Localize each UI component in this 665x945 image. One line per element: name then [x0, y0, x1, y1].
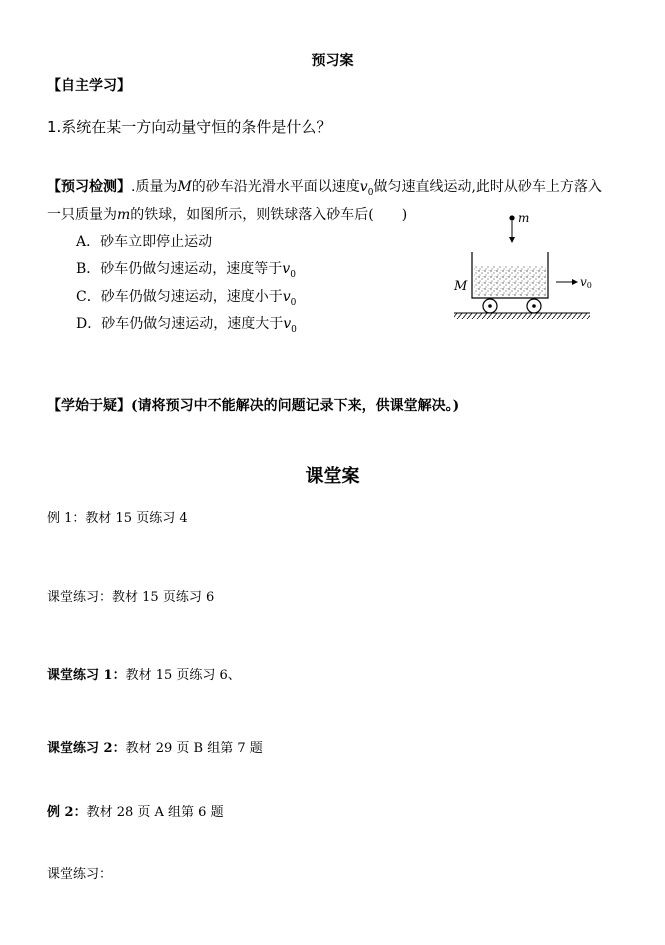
option-a-text: A．砂车立即停止运动	[76, 234, 213, 250]
sand	[474, 266, 546, 296]
fall-arrow-head	[509, 237, 515, 243]
classroom-item-6	[47, 863, 112, 882]
self-study-heading: 【自主学习】	[47, 78, 131, 94]
check-text-e: 的铁球，如图所示，则铁球落入砂车后( )	[130, 207, 408, 223]
item-4-label: 课堂练习 2：	[47, 741, 126, 756]
option-d[interactable]	[76, 313, 297, 335]
option-d-text: D．砂车仍做匀速运动，速度大于	[76, 316, 284, 332]
check-text-a: .质量为	[131, 179, 178, 195]
check-text-c: 做匀速直线运动,此时从砂车上方落入	[373, 179, 602, 195]
item-2-label: 课堂练习：	[47, 590, 113, 605]
item-6-label: 课堂练习：	[47, 867, 113, 882]
option-d-sub: 0	[291, 324, 297, 335]
option-b-text: B．砂车仍做匀速运动，速度等于	[76, 261, 283, 277]
doubt-heading: 【学始于疑】	[47, 398, 131, 414]
wheel-left-axle	[488, 304, 492, 308]
velocity-arrow-head	[572, 279, 578, 285]
item-4-text: 教材 29 页 B 组第 7 题	[125, 741, 263, 756]
item-5-label: 例 2：	[47, 805, 87, 820]
question-1: 1.系统在某一方向动量守恒的条件是什么？	[47, 118, 332, 136]
option-c-text: C．砂车仍做匀速运动，速度小于	[76, 289, 283, 305]
option-c-sub: 0	[290, 297, 297, 308]
classroom-item-5	[47, 801, 224, 820]
item-3-label: 课堂练习 1：	[47, 668, 126, 683]
classroom-item-2	[47, 586, 214, 605]
item-5-text: 教材 28 页 A 组第 6 题	[86, 805, 224, 820]
option-c[interactable]	[76, 286, 296, 308]
sand-cart-figure	[448, 210, 608, 328]
preview-title: 预习案	[311, 53, 354, 69]
item-1-label: 例 1：	[47, 511, 86, 526]
item-2-text: 教材 15 页练习 6	[112, 590, 215, 605]
classroom-item-3	[47, 664, 241, 683]
check-text-d: 一只质量为	[47, 207, 117, 223]
doubt-text: (请将预习中不能解决的问题记录下来，供课堂解决。)	[131, 398, 460, 414]
check-heading: 【预习检测】	[47, 179, 131, 195]
option-d-v: v	[283, 316, 292, 332]
ground-hatch	[454, 313, 590, 319]
option-b-sub: 0	[290, 269, 296, 280]
option-b-v: v	[282, 261, 291, 277]
check-line-2	[47, 204, 407, 224]
item-3-text: 教材 15 页练习 6、	[125, 668, 241, 683]
mass-m-symbol: m	[117, 207, 131, 223]
iron-ball	[509, 215, 514, 220]
option-c-v: v	[282, 289, 291, 305]
label-M: M	[454, 279, 468, 294]
doubt-line	[47, 395, 459, 415]
classroom-item-1	[47, 507, 188, 526]
check-text-b: 的砂车沿光滑水平面以速度	[191, 179, 360, 195]
option-a[interactable]	[76, 231, 212, 251]
mass-M-symbol: M	[177, 179, 192, 195]
label-m: m	[518, 211, 530, 225]
item-1-text: 教材 15 页练习 4	[85, 511, 188, 526]
classroom-title: 课堂案	[305, 466, 360, 487]
label-v-main: v	[580, 275, 587, 289]
velocity-symbol: v	[359, 179, 368, 195]
label-v-sub: 0	[586, 281, 592, 290]
option-b[interactable]	[76, 258, 296, 280]
label-v	[580, 275, 592, 290]
check-line-1	[47, 176, 602, 198]
velocity-subscript: 0	[367, 187, 374, 198]
classroom-item-4	[47, 737, 263, 756]
wheel-right-axle	[532, 304, 536, 308]
